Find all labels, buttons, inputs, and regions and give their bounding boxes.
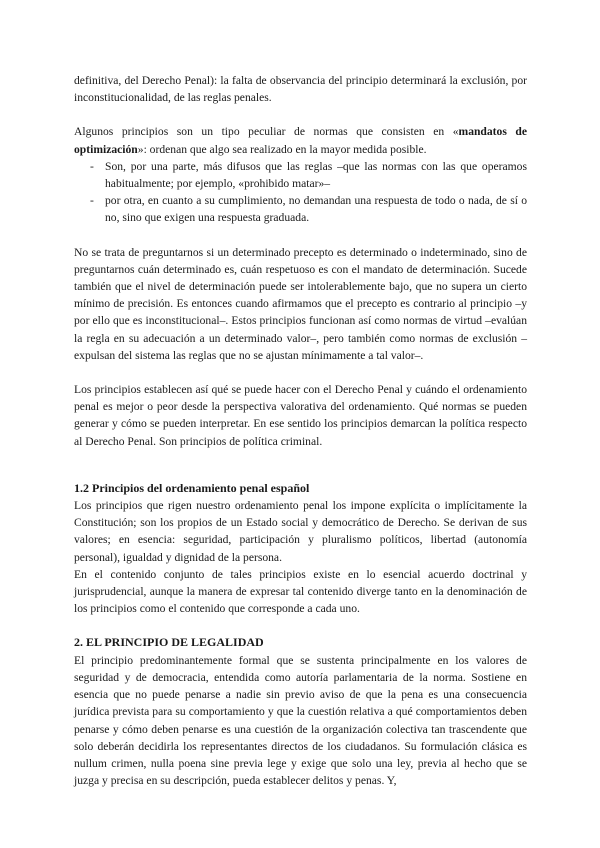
paragraph-politica-criminal: Los principios establecen así qué se puede hacer con el Derecho Penal y cuándo el ordenamiento penal es mejor o peor desde la perspectiva valorativa del ordenamiento. Qué normas se pueden generar y cómo se pueden interpretar. En ese sentido los principios demarcan la política respecto al Derecho Penal. Son principios de política criminal.	[74, 383, 527, 448]
paragraph-1-2-a: Los principios que rigen nuestro ordenamiento penal los impone explícita o implícitamente la Constitución; son los propios de un Estado social y democrático de Derecho. Se derivan de sus valores; en esencia: seguridad, participación y pluralismo políticos, libertad (autonomía personal), igualdad y dignidad de la persona.	[74, 499, 527, 564]
mandatos-text-after: »: ordenan que algo sea realizado en la mayor medida posible.	[137, 142, 427, 156]
document-body	[74, 72, 527, 789]
heading-2: 2. EL PRINCIPIO DE LEGALIDAD	[74, 635, 264, 650]
dash-list	[74, 158, 527, 227]
list-item	[74, 158, 527, 192]
dash-bullet: -	[90, 194, 94, 208]
paragraph-intro: definitiva, del Derecho Penal): la falta de observancia del principio determinará la exclusión, por inconstitucionalidad, de las reglas penales.	[74, 74, 527, 105]
list-item	[74, 192, 527, 226]
list-item-text: por otra, en cuanto a su cumplimiento, no demandan una respuesta de todo o nada, de sí o no, sino que exigen una respuesta graduada.	[105, 194, 527, 225]
paragraph-1-2-b: En el contenido conjunto de tales principios existe en lo esencial acuerdo doctrinal y jurisprudencial, aunque la manera de expresar tal contenido diverge tanto en la denominación de los principios como el contenido que corresponde a cada uno.	[74, 567, 527, 616]
dash-bullet: -	[90, 159, 94, 173]
mandatos-text-before: Algunos principios son un tipo peculiar de normas que consisten en «	[74, 125, 459, 139]
paragraph-2: El principio predominantemente formal que se sustenta principalmente en los valores de seguridad y de democracia, entendida como autoría parlamentaria de la norma. Sostiene en esencia que no puede penarse a nadie sin previo aviso de que la pena es una consecuencia jurídica prevista para su comportamiento y que la cuestión relativa a qué comportamientos deben penarse y cómo deben penarse es una cuestión de la organización colectiva tan trascendente que solo deberán decidirla los representantes directos de los ciudadanos. Su formulación clásica es nullum crimen, nulla poena sine previa lege y exige que solo una ley, previa al hecho que se juzga y precisa en su descripción, pueda establecer delitos y penas. Y,	[74, 653, 527, 788]
paragraph-determinacion: No se trata de preguntarnos si un determinado precepto es determinado o indeterminado, sino de preguntarnos cuán determinado es, cuán respetuoso es con el mandato de determinación. Sucede también que el nivel de determinación puede ser intolerablemente bajo, que no supera un cierto mínimo de precisión. Es entonces cuando afirmamos que el precepto es contrario al principio –y por ello que es inconstitucional–. Estos principios funcionan así como normas de virtud –evalúan la regla en su adecuación a un determinado valor–, pero también como normas de exclusión –expulsan del sistema las reglas que no se ajustan mínimamente a tal valor–.	[74, 245, 527, 362]
list-item-text: Son, por una parte, más difusos que las reglas –que las normas con las que operamos habitualmente; por ejemplo, «prohibido matar»–	[105, 159, 527, 191]
mandatos-bold-term: mandatos de optimización	[74, 125, 527, 156]
heading-1-2: 1.2 Principios del ordenamiento penal español	[74, 480, 310, 495]
paragraph-mandatos	[74, 123, 527, 157]
